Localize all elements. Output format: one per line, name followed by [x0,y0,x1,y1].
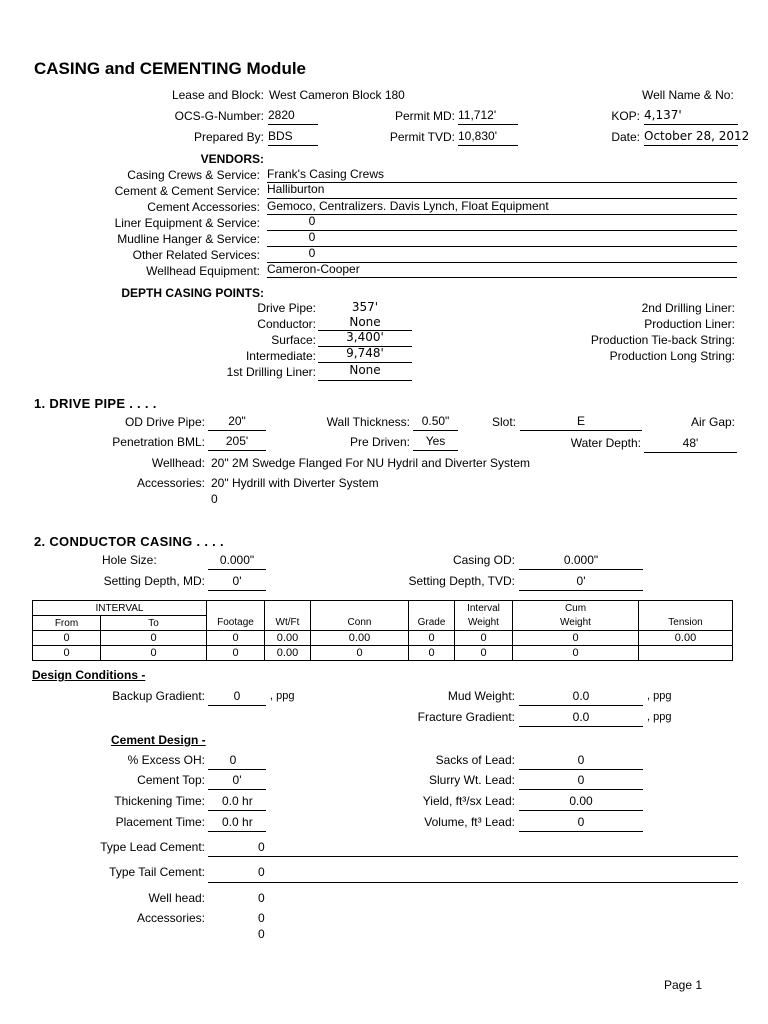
mud-weight-label: Mud Weight: [447,689,515,703]
cell: 0 [455,631,513,646]
vendor-label: Cement & Cement Service: [114,184,260,198]
page-number: Page 1 [664,978,703,992]
depth-label: Conductor: [257,317,316,331]
placement-time-value [208,814,266,832]
hole-size-label: Hole Size: [102,553,157,567]
interval-table [32,600,733,661]
cell: 0 [409,646,455,661]
cement-accessories-label: Accessories: [136,911,205,925]
mud-ppg-unit: , ppg [647,690,672,702]
cell: 0 [33,646,101,661]
col-to: To [101,616,207,631]
vendor-value: Cameron-Cooper [267,263,737,278]
cell: 0 [311,646,409,661]
header-blank [207,601,265,616]
air-gap-label: Air Gap: [690,415,735,429]
placement-time-text: 0.0 hr [222,815,253,829]
header-cum: Cum [513,601,639,616]
cell: 0 [513,631,639,646]
depth-right-label: Production Liner: [644,317,735,331]
vendor-label: Mudline Hanger & Service: [117,232,260,246]
conductor-heading: 2. CONDUCTOR CASING . . . . [34,534,224,549]
well-head-value: 0 [258,891,265,905]
vendor-value [267,248,737,263]
vendors-heading: VENDORS: [200,152,264,166]
depth-value: 3,400' [318,331,412,347]
cement-top-text: 0' [232,773,242,787]
vendor-value: Halliburton [267,184,737,199]
sacks-lead-label: Sacks of Lead: [435,753,515,767]
col-tension: Tension [639,616,733,631]
type-lead-cement-label: Type Lead Cement: [100,840,205,854]
penetration-value: 205' [208,433,266,451]
water-depth-value: 48' [644,435,737,453]
drive-pipe-heading: 1. DRIVE PIPE . . . . [34,396,157,411]
cell: 0.00 [265,631,311,646]
depth-value: 9,748' [318,347,412,363]
vendor-value: Frank's Casing Crews [267,168,737,183]
date-label: Date: [611,130,640,144]
col-from: From [33,616,101,631]
vendor-value-text: 0 [308,214,316,228]
table-row [33,631,733,646]
depth-value: None [318,315,412,331]
ocs-value: 2820 [268,107,318,125]
thickening-time-label: Thickening Time: [114,794,205,808]
design-conditions-heading: Design Conditions - [32,668,146,682]
type-lead-cement-line [208,856,738,857]
cell: 0 [409,631,455,646]
vendor-value: Gemoco, Centralizers. Davis Lynch, Float Equipment [267,200,737,215]
cement-top-value [208,772,266,790]
cell: 0 [101,646,207,661]
cement-top-label: Cement Top: [137,773,205,787]
vendor-label: Other Related Services: [132,248,260,262]
depth-label: Surface: [271,333,316,347]
yield-label: Yield, ft³/sx Lead: [422,794,515,808]
page-title: CASING and CEMENTING Module [34,59,306,78]
col-weight: Weight [455,616,513,631]
cell: 0.00 [311,631,409,646]
table-row [33,646,733,661]
header-interval-weight: Interval [455,601,513,616]
kop-label: KOP: [611,109,640,123]
slot-value: E [520,413,642,431]
lease-value: West Cameron Block 180 [269,88,405,102]
type-lead-cement-value: 0 [258,840,265,854]
vendor-value [267,216,737,231]
permit-md-label: Permit MD: [395,109,455,123]
wall-thickness-label: Wall Thickness: [326,415,410,429]
cement-accessories-value: 0 [258,911,265,925]
type-tail-cement-label: Type Tail Cement: [109,865,205,879]
header-blank [311,601,409,616]
wellhead-value: 20" 2M Swedge Flanged For NU Hydril and Diverter System [211,456,531,470]
prepared-value: BDS [268,128,318,146]
vendor-value [267,232,737,247]
vendor-label: Wellhead Equipment: [146,264,260,278]
cell: 0 [207,631,265,646]
col-footage: Footage [207,616,265,631]
wellhead-label: Wellhead: [151,456,205,470]
vendor-value-text: 0 [308,230,316,244]
header-interval: INTERVAL [33,601,207,616]
excess-oh-text: 0 [229,753,237,767]
permit-tvd-value: 10,830' [458,128,518,146]
depth-label: 1st Drilling Liner: [226,365,316,379]
accessories-value-2: 0 [211,492,218,506]
vendor-value-text: 0 [308,246,316,260]
volume-value: 0 [519,814,643,832]
setting-depth-md-value: 0' [208,573,266,591]
cell: 0 [101,631,207,646]
placement-time-label: Placement Time: [115,815,205,829]
od-drive-pipe-label: OD Drive Pipe: [124,415,205,429]
vendor-label: Casing Crews & Service: [127,168,260,182]
col-conn: Conn [311,616,409,631]
date-value: October 28, 2012 [644,128,738,146]
permit-md-value: 11,712' [458,107,518,125]
cement-design-heading: Cement Design - [111,733,206,747]
ocs-label: OCS-G-Number: [174,109,264,123]
well-name-label: Well Name & No: [642,88,734,102]
cell: 0 [207,646,265,661]
permit-tvd-label: Permit TVD: [389,130,455,144]
pre-driven-value: Yes [413,433,458,451]
excess-oh-label: % Excess OH: [127,753,205,767]
hole-size-value: 0.000" [208,552,266,570]
cell: 0.00 [265,646,311,661]
header-blank [639,601,733,616]
cell [639,646,733,661]
backup-gradient-value: 0 [208,688,266,706]
depth-label: Drive Pipe: [257,301,316,315]
header-blank [409,601,455,616]
cement-accessories-value-2: 0 [258,927,265,941]
type-tail-cement-value: 0 [258,865,265,879]
lease-label: Lease and Block: [171,88,264,102]
thickening-time-text: 0.0 hr [222,794,253,808]
depth-label: Intermediate: [245,349,316,363]
backup-ppg-unit: , ppg [270,690,295,702]
volume-label: Volume, ft³ Lead: [424,815,515,829]
cell: 0.00 [639,631,733,646]
mud-weight-value: 0.0 [519,688,643,706]
depth-value: 357' [351,300,379,314]
depth-right-label: Production Long String: [609,349,735,363]
type-tail-cement-line [208,882,738,883]
depth-value: None [318,363,412,381]
casing-od-value: 0.000" [519,552,643,570]
depth-right-label: 2nd Drilling Liner: [641,301,735,315]
prepared-label: Prepared By: [193,130,264,144]
col-wt-ft: Wt/Ft [265,616,311,631]
frac-ppg-unit: , ppg [647,711,672,723]
col-grade: Grade [409,616,455,631]
accessories-value: 20" Hydrill with Diverter System [211,476,379,490]
thickening-time-value [208,793,266,811]
penetration-label: Penetration BML: [112,435,205,449]
well-head-label: Well head: [148,891,205,905]
setting-depth-tvd-value: 0' [519,573,643,591]
excess-oh-value [208,752,266,770]
accessories-label: Accessories: [136,476,205,490]
setting-depth-md-label: Setting Depth, MD: [103,574,205,588]
setting-depth-tvd-label: Setting Depth, TVD: [408,574,515,588]
yield-value: 0.00 [519,793,643,811]
backup-gradient-label: Backup Gradient: [112,689,205,703]
cell: 0 [33,631,101,646]
fracture-gradient-value: 0.0 [519,709,643,727]
slurry-wt-value: 0 [519,772,643,790]
cell: 0 [513,646,639,661]
water-depth-label: Water Depth: [570,436,641,450]
wall-thickness-value: 0.50" [413,413,458,431]
col-cum-weight: Weight [513,616,639,631]
header-blank [265,601,311,616]
cell: 0 [455,646,513,661]
slurry-wt-label: Slurry Wt. Lead: [428,773,515,787]
od-drive-pipe-value: 20" [208,413,266,431]
vendor-label: Cement Accessories: [147,200,260,214]
pre-driven-label: Pre Driven: [349,435,410,449]
depth-heading: DEPTH CASING POINTS: [121,286,264,300]
vendor-label: Liner Equipment & Service: [114,216,260,230]
fracture-gradient-label: Fracture Gradient: [417,710,515,724]
sacks-lead-value: 0 [519,752,643,770]
casing-od-label: Casing OD: [452,553,515,567]
kop-value: 4,137' [644,107,738,125]
depth-right-label: Production Tie-back String: [590,333,735,347]
slot-label: Slot: [491,415,516,429]
